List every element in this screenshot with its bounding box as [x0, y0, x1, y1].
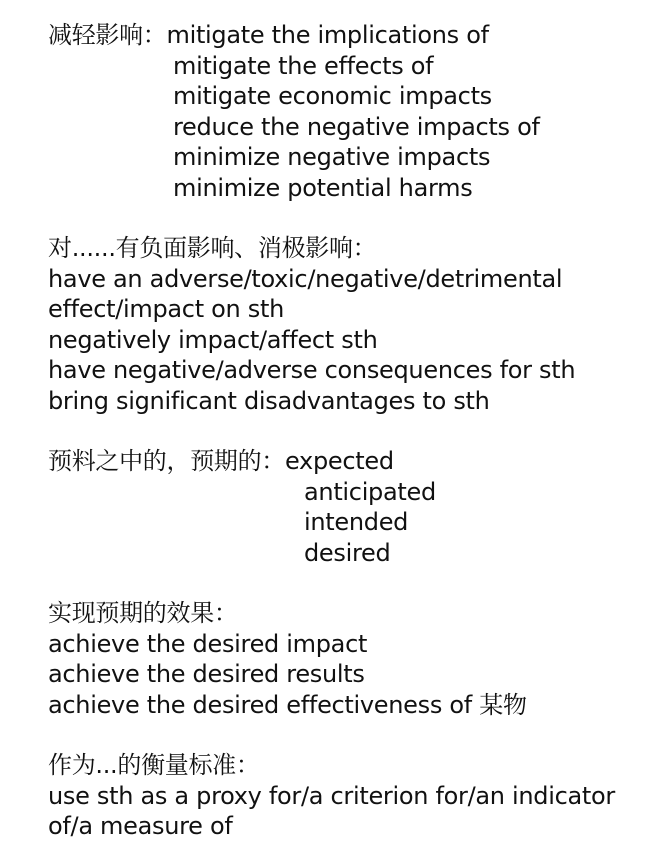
section-divider	[48, 416, 648, 446]
phrase: achieve the desired effectiveness of 某物	[48, 690, 527, 719]
phrase: reduce the negative impacts of	[173, 112, 540, 141]
heading-chinese: 对......有负面影响、消极影响：	[48, 234, 377, 262]
phrase: intended	[304, 508, 409, 536]
phrase: minimize potential harms	[173, 173, 473, 202]
phrase: anticipated	[304, 477, 436, 506]
phrase: desired	[304, 538, 391, 567]
phrase: have negative/adverse consequences for sth	[48, 356, 576, 384]
phrase: minimize negative impacts	[173, 143, 491, 171]
section-divider	[48, 203, 648, 233]
section-heading-line	[48, 20, 648, 51]
phrase: mitigate the implications of	[166, 21, 489, 49]
phrase: effect/impact on sth	[48, 295, 284, 323]
heading-chinese: 减轻影响：	[48, 21, 167, 49]
phrase: use sth as a proxy for/a criterion for/an indicator	[48, 781, 615, 810]
phrase: of/a measure of	[48, 812, 233, 840]
phrase: have an adverse/toxic/negative/detrimental	[48, 264, 563, 293]
phrase: expected	[285, 447, 394, 475]
heading-chinese: 预料之中的，预期的：	[48, 447, 285, 475]
section-measure	[48, 750, 648, 842]
phrase: bring significant disadvantages to sth	[48, 386, 490, 415]
heading-chinese: 作为...的衡量标准：	[48, 751, 260, 779]
section-mitigate	[48, 20, 648, 203]
section-negative-impact	[48, 233, 648, 416]
section-divider	[48, 720, 648, 750]
phrase: negatively impact/affect sth	[48, 325, 378, 354]
phrase: mitigate economic impacts	[173, 82, 492, 110]
section-desired-effect	[48, 598, 648, 720]
section-divider	[48, 568, 648, 598]
phrase: mitigate the effects of	[173, 51, 434, 80]
notes-page	[48, 20, 648, 842]
phrase: achieve the desired results	[48, 660, 365, 688]
section-expected	[48, 446, 648, 568]
heading-chinese: 实现预期的效果：	[48, 599, 238, 627]
phrase: achieve the desired impact	[48, 629, 368, 658]
section-heading-line	[48, 446, 648, 477]
